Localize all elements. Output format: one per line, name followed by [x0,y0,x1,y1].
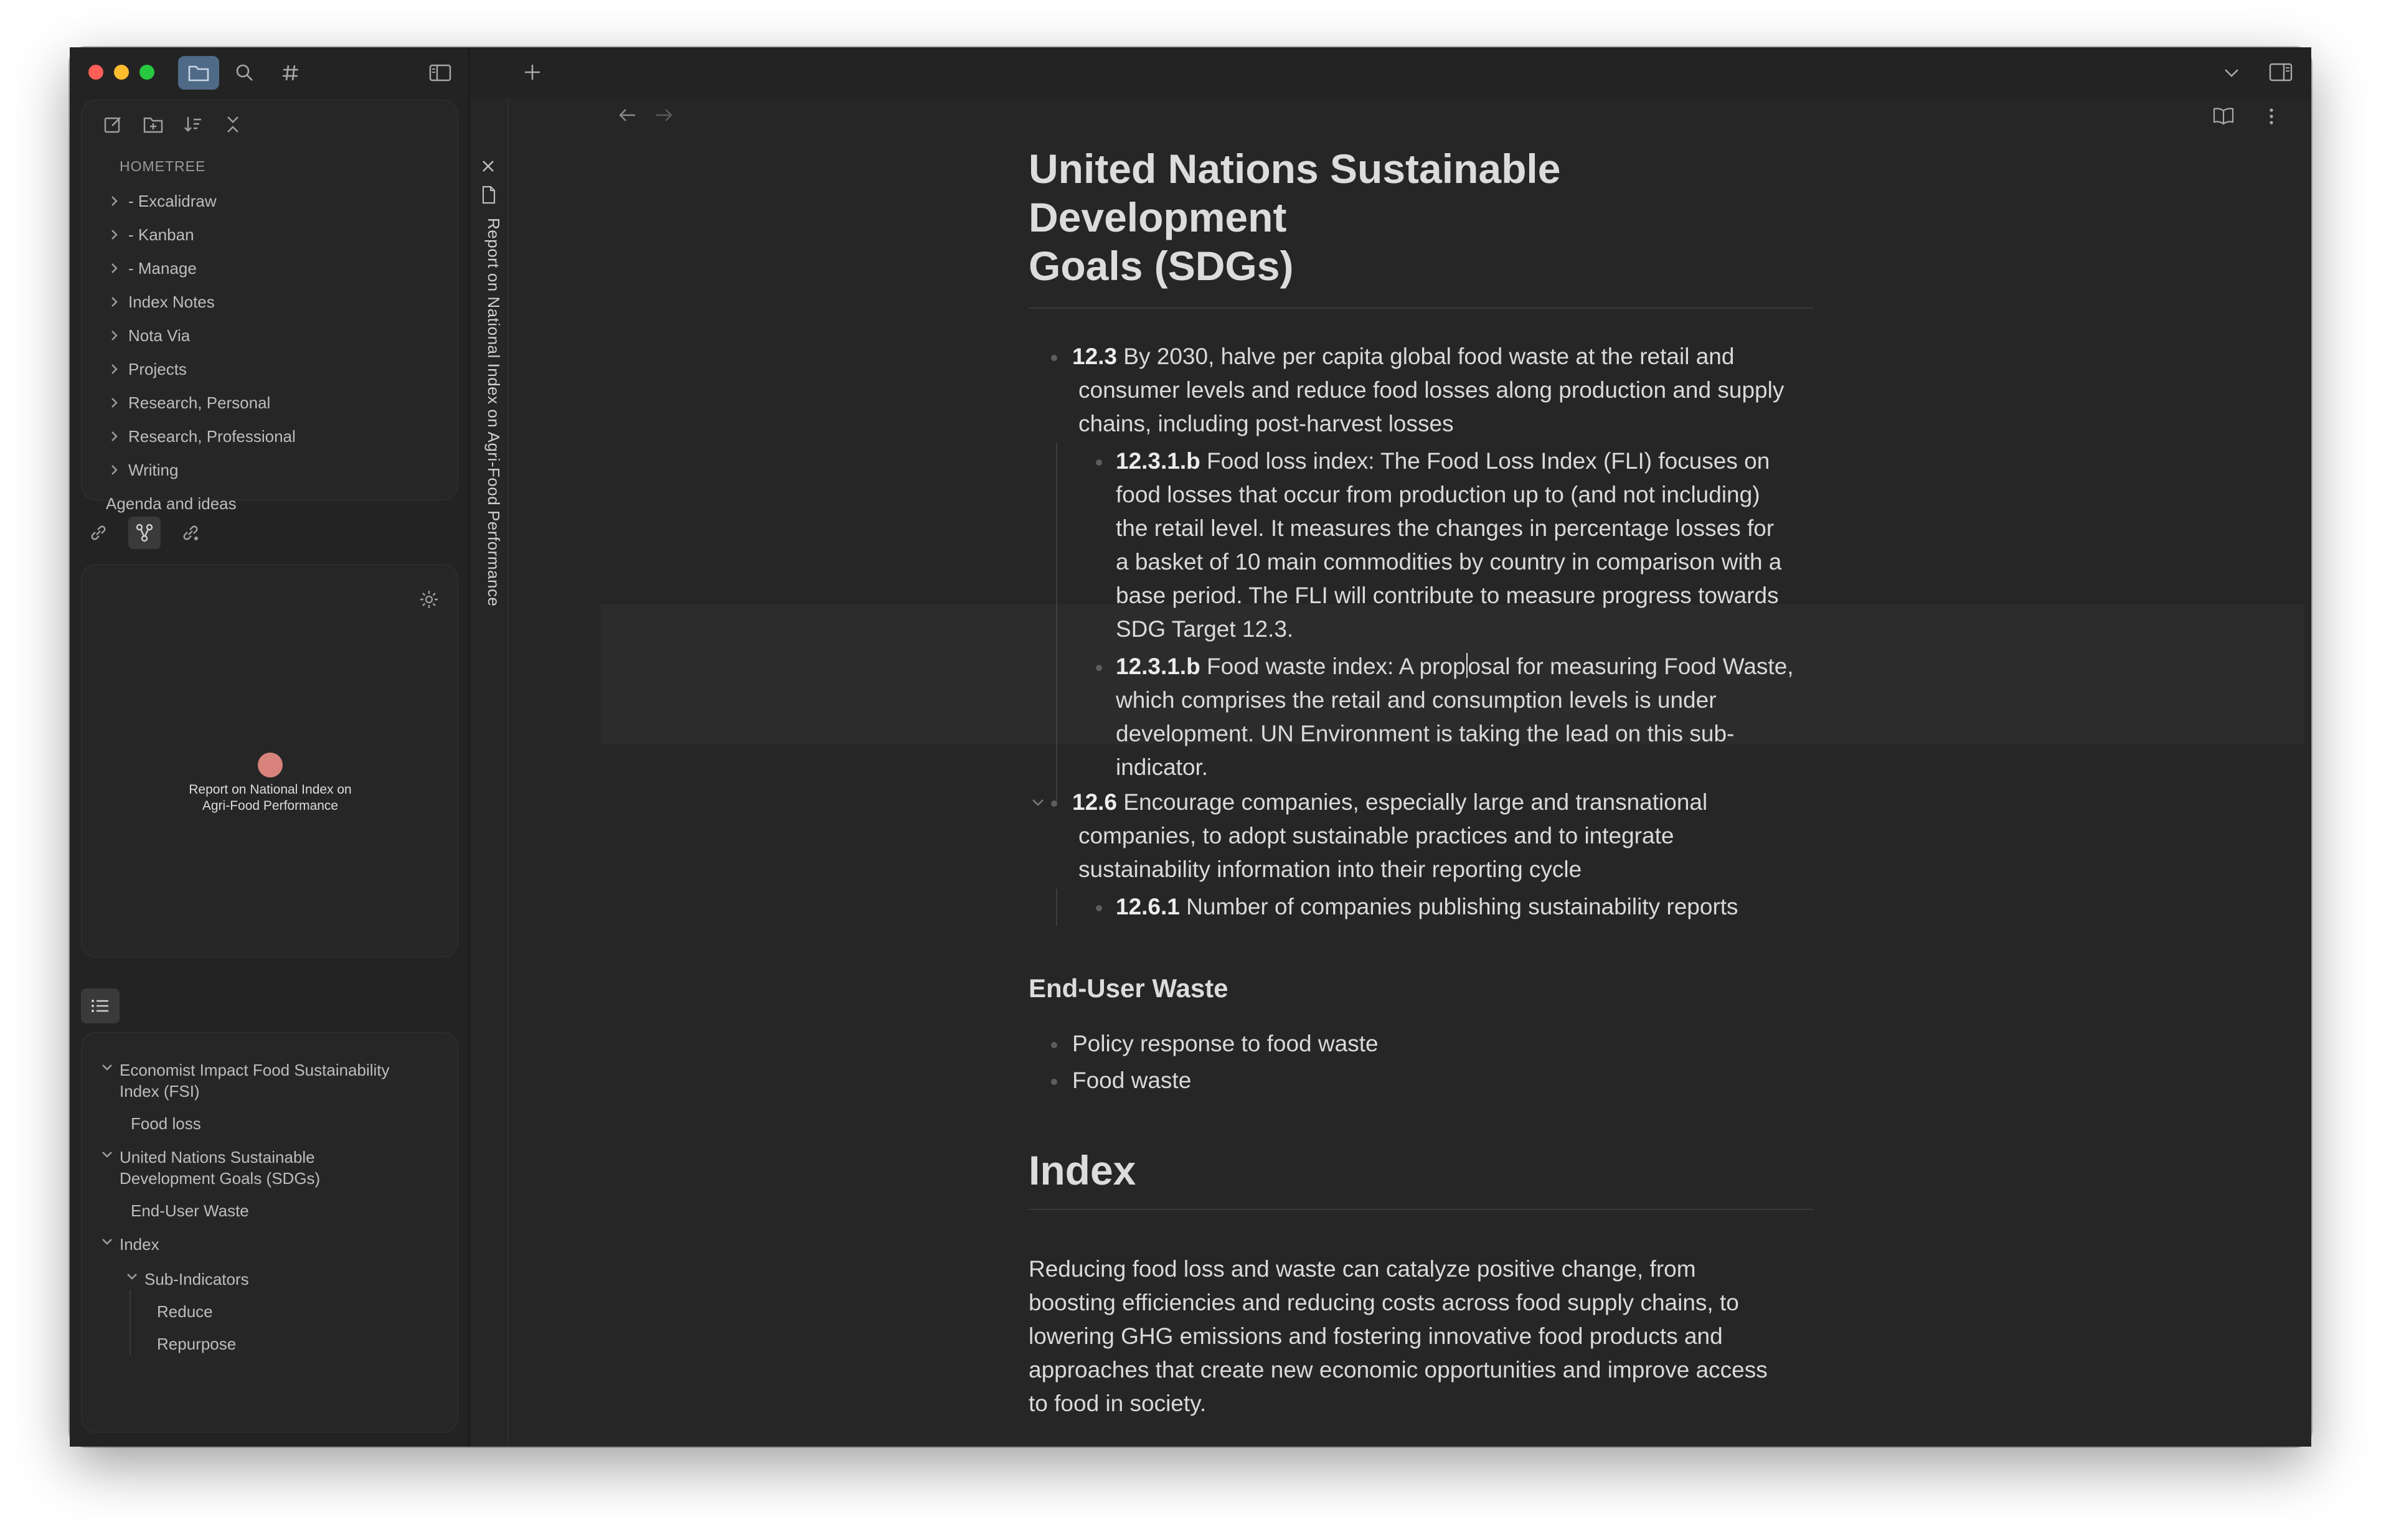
outline-item-label: End-User Waste [131,1201,249,1220]
indicator-number: 12.3.1.b [1116,448,1200,474]
file-icon-wrap [481,185,496,207]
bullet-dot [1051,801,1057,807]
more-vertical-icon [2268,107,2275,126]
graph-node-label-line: Report on National Index on [189,782,352,797]
paragraph-line: Reducing food loss and waste can catalyze positive change, from [1029,1256,1696,1282]
section-heading: Index [1029,1147,1136,1193]
list-item-text: osal for measuring Food Waste, [1468,654,1794,679]
outline-item-label: Sub-Indicators [144,1270,249,1289]
tree-item[interactable] [101,487,451,520]
chevron-down-icon [101,1063,113,1072]
paragraph[interactable] [1029,1252,1813,1420]
indicator-number: 12.3.1.b [1116,654,1200,679]
reading-view-button[interactable] [2213,107,2234,128]
search-icon [235,63,255,83]
tree-item-label: - Kanban [128,225,194,244]
list-item-text: Policy response to food waste [1072,1031,1379,1056]
outline-item[interactable] [157,1290,445,1322]
bullet-dot [1051,1042,1057,1048]
outline-item-label: Reduce [157,1302,213,1321]
sort-button[interactable] [177,108,209,141]
toggle-left-sidebar-button[interactable] [420,56,461,90]
outline-list [95,1051,445,1355]
tree-item[interactable] [101,319,451,352]
more-options-button[interactable] [2268,107,2275,129]
list-item-text: chains, including post-harvest losses [1078,411,1454,436]
list-item-text: the retail level. It measures the changes in percentage losses for [1116,515,1775,541]
tab-strip [470,47,2311,98]
list-item-text: base period. The FLI will contribute to measure progress towards [1116,583,1779,608]
outline-item-label: Economist Impact Food Sustainability [120,1061,390,1079]
file-icon [481,185,496,204]
forward-button[interactable] [654,107,673,126]
tree-item[interactable] [101,420,451,453]
paragraph-line: to food in society. [1029,1391,1207,1416]
tree-item-label: Nota Via [128,326,191,345]
app-window [70,47,2311,1447]
list-item-text: sustainability information into their reporting cycle [1078,857,1582,882]
chevron-right-icon [110,363,119,375]
chevron-right-icon [110,195,119,207]
tree-item-label: Writing [128,460,179,479]
minimize-window-button[interactable] [114,65,129,80]
chevron-right-icon [110,397,119,409]
file-tree [101,184,451,520]
chevron-right-icon [110,228,119,241]
tree-item[interactable] [101,386,451,420]
arrow-left-icon [618,107,637,123]
outline-item-label: Repurpose [157,1335,237,1353]
list-item-text: companies, to adopt sustainable practices and to integrate [1078,823,1674,848]
outline-item-label: United Nations Sustainable [120,1148,315,1167]
folder-plus-icon [143,116,163,133]
section-heading-block [1029,1147,1813,1194]
tree-item[interactable] [101,218,451,251]
bullet-dot [1051,355,1057,361]
left-sidebar [70,47,468,1447]
paragraph-line: lowering GHG emissions and fostering innovative food products and [1029,1323,1723,1349]
local-graph-button[interactable] [128,517,161,549]
tags-button[interactable] [270,56,311,90]
heading-divider [1029,1209,1813,1210]
stacked-tab-spine[interactable] [470,98,509,1447]
chevrons-collapse-icon [224,115,242,134]
outline-item[interactable] [95,1269,445,1290]
note-heading-block [1029,144,1813,290]
chevron-right-icon [110,262,119,275]
tree-item-label: Projects [128,359,187,378]
chevron-right-icon [110,296,119,308]
outline-item-label: Food loss [131,1114,201,1133]
file-explorer-button[interactable] [178,56,219,90]
link-in-icon [88,523,108,543]
outline-item-label: Index [120,1235,159,1254]
list-item-text: Food loss index: The Food Loss Index (FLI) focuses on [1200,448,1770,474]
fold-toggle[interactable] [1031,798,1045,811]
list-item-text: Food waste [1072,1068,1192,1093]
zoom-window-button[interactable] [139,65,154,80]
tree-item-label: Research, Personal [128,393,271,412]
plus-icon [521,61,544,83]
outline-panel [81,1032,458,1433]
note-heading-line: United Nations Sustainable Development [1029,146,1561,240]
list-item[interactable] [1072,1064,1191,1097]
new-note-button[interactable] [97,108,130,141]
section-heading-block [1029,974,1813,1003]
list-item-text: SDG Target 12.3. [1116,616,1294,642]
tree-item[interactable] [101,251,451,285]
sort-icon [183,115,203,134]
chevron-down-icon [2223,66,2240,80]
close-window-button[interactable] [88,65,103,80]
list-item-text: development. UN Environment is taking the lead on this sub- [1116,721,1735,746]
file-explorer-panel [81,100,458,513]
heading-divider [1029,308,1813,309]
chevron-down-icon [126,1272,138,1281]
outline-toolbar [81,988,120,1023]
sidebar-titlebar [70,47,468,98]
tree-item[interactable] [101,184,451,218]
list-item-text: food losses that occur from production up to (and not including) [1116,482,1760,507]
outline-item-label: Index (FSI) [120,1082,200,1101]
close-icon [480,158,496,174]
outline-item[interactable] [157,1322,445,1355]
list-icon [90,997,110,1015]
outline-item[interactable] [95,1059,445,1102]
chevron-right-icon [110,464,119,476]
backlinks-button[interactable] [82,517,115,549]
tab-list-button[interactable] [2223,66,2240,83]
vault-section-label: HOMETREE [120,158,206,174]
list-item[interactable] [1116,890,1826,924]
indicator-number: 12.6.1 [1116,894,1180,919]
list-item-text: Number of companies publishing sustainability reports [1179,894,1738,919]
paragraph-line: boosting efficiencies and reducing costs across food supply chains, to [1029,1290,1739,1315]
list-item[interactable] [1072,1027,1379,1061]
outline-item[interactable] [95,1234,445,1255]
bullet-dot [1096,665,1102,671]
bullet-dot [1096,459,1102,466]
chevron-down-icon [101,1150,113,1159]
outline-item[interactable] [95,1113,445,1134]
list-item[interactable] [1072,340,1819,441]
list-item-text: indicator. [1116,754,1209,780]
tree-item[interactable] [101,453,451,487]
chevron-right-icon [110,430,119,443]
folder-icon [188,64,209,82]
outline-item-label: Development Goals (SDGs) [120,1169,321,1188]
gear-icon [418,589,440,610]
indent-guide [1056,443,1057,802]
list-item-text: Food waste index: A prop [1200,654,1466,679]
search-button[interactable] [224,56,265,90]
hash-icon [281,63,300,82]
target-number: 12.3 [1072,344,1118,369]
outline-item[interactable] [95,1147,445,1189]
book-open-icon [2213,107,2234,124]
outgoing-links-button[interactable] [174,517,207,549]
tree-item[interactable] [101,352,451,386]
back-button[interactable] [618,107,637,126]
chevron-down-icon [1031,798,1045,808]
stacked-tab-title: Report on National Index on Agri-Food Performance [484,218,503,607]
tree-item-label: Research, Professional [128,426,296,446]
close-tab-button[interactable] [480,158,496,177]
text-cursor [1466,653,1468,678]
target-number: 12.6 [1072,789,1118,815]
chevron-down-icon [101,1237,113,1246]
tree-item-label: Agenda and ideas [106,494,237,513]
tree-item-label: - Manage [128,258,197,278]
graph-settings-button[interactable] [418,589,440,613]
bullet-dot [1096,905,1102,911]
list-item-text: Encourage companies, especially large and transnational [1117,789,1708,815]
list-item-text: By 2030, halve per capita global food waste at the retail and [1117,344,1735,369]
bullet-dot [1051,1079,1057,1085]
file-explorer-toolbar [97,108,249,141]
paragraph-line: approaches that create new economic opportunities and improve access [1029,1357,1768,1383]
edit-icon [103,115,123,134]
note-heading-line: Goals (SDGs) [1029,243,1294,289]
graph-icon [134,523,154,543]
outline-subgroup [130,1290,445,1355]
chevron-right-icon [110,329,119,342]
graph-node[interactable] [258,753,283,777]
new-tab-button[interactable] [521,61,544,87]
tree-item-label: Index Notes [128,292,215,311]
toggle-right-sidebar-button[interactable] [2269,62,2293,85]
local-graph-panel [81,564,458,957]
graph-node-label [163,782,377,814]
sidebar-left-icon [429,63,451,82]
list-item[interactable] [1116,444,1826,646]
arrow-right-icon [654,107,673,123]
tree-item-label: - Excalidraw [128,191,217,210]
collapse-all-button[interactable] [217,108,249,141]
list-item-text: a basket of 10 main commodities by country in comparison with a [1116,549,1782,575]
graph-view-toolbar [82,517,207,549]
new-folder-button[interactable] [137,108,169,141]
sidebar-right-icon [2269,62,2293,82]
outline-item[interactable] [95,1200,445,1221]
list-item[interactable] [1116,650,1826,784]
note-heading [1029,144,1813,290]
list-item[interactable] [1072,786,1819,886]
tree-item[interactable] [101,285,451,319]
link-out-icon [181,523,200,543]
list-item-text: which comprises the retail and consumption levels is under [1116,687,1717,713]
list-item-text: consumer levels and reduce food losses along production and supply [1078,377,1785,403]
outline-button[interactable] [81,988,120,1023]
graph-node-label-line: Agri-Food Performance [202,799,339,813]
section-heading: End-User Waste [1029,974,1228,1003]
indent-guide [1056,889,1057,926]
